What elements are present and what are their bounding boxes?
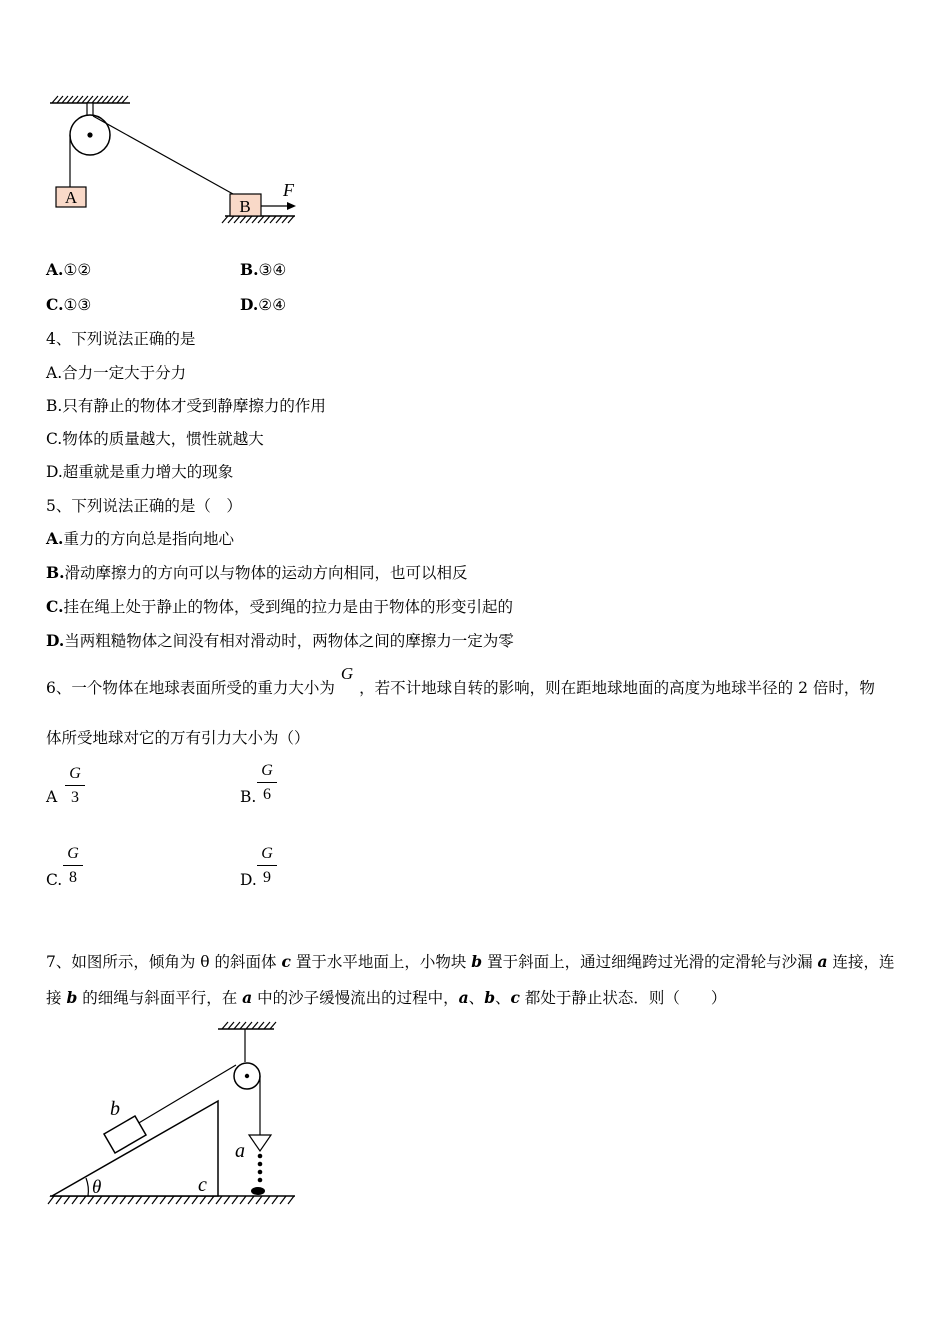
- q5-option-d-letter: D.: [46, 631, 65, 650]
- q3-option-d-letter: D.: [240, 295, 259, 314]
- q5-option-b-text: 滑动摩擦力的方向可以与物体的运动方向相同，也可以相反: [64, 564, 468, 582]
- q3-option-a-text: ①②: [63, 261, 92, 279]
- q7-l2-s1: 、: [468, 989, 485, 1007]
- q7-l2-p1: 接: [46, 989, 67, 1007]
- q6-option-b-num: G: [261, 762, 273, 779]
- q4-option-b: B.只有静止的物体才受到静摩擦力的作用: [46, 397, 326, 415]
- q6-option-c-fraction: [62, 845, 84, 887]
- q4-stem: 4、下列说法正确的是: [46, 330, 196, 348]
- fig2-label-b: b: [110, 1098, 120, 1120]
- q4-option-a: A.合力一定大于分力: [46, 364, 187, 382]
- q6-option-a-den: 3: [71, 789, 79, 806]
- q5-option-a-text: 重力的方向总是指向地心: [63, 530, 234, 548]
- q5-option-c-letter: C.: [46, 597, 64, 616]
- q6-option-a-letter: A: [46, 788, 58, 806]
- q7-l2-p3: 中的沙子缓慢流出的过程中，: [252, 989, 459, 1007]
- q3-option-b: [240, 260, 286, 280]
- q6-option-d-fraction: [256, 845, 278, 887]
- q3-option-c: [46, 295, 91, 315]
- q7-l2-a: a: [242, 988, 253, 1007]
- q4-option-d: D.超重就是重力增大的现象: [46, 463, 234, 481]
- block-a-label: A: [64, 188, 78, 207]
- fraction-bar: [65, 785, 85, 786]
- force-label: F: [283, 180, 294, 200]
- q5-option-a: [46, 529, 234, 549]
- q7-l2-c2: c: [510, 988, 520, 1007]
- q7-l1-a: a: [817, 952, 828, 971]
- q7-l2-b2: b: [484, 988, 496, 1007]
- q5-option-a-letter: A.: [46, 529, 64, 548]
- q6-option-c-letter: C.: [46, 871, 63, 889]
- q6-symbol-g: G: [340, 664, 354, 683]
- q3-option-d-text: ②④: [258, 296, 287, 314]
- q7-l2-s2: 、: [495, 989, 511, 1007]
- q7-stem-line2: [46, 988, 726, 1008]
- q7-l1-p4: 连接，连: [827, 953, 895, 971]
- q6-stem-part1: 6、一个物体在地球表面所受的重力大小为: [46, 679, 335, 697]
- q6-option-b-den: 6: [263, 786, 271, 803]
- q6-option-d-den: 9: [263, 869, 271, 886]
- q3-option-d: [240, 295, 286, 315]
- block-b-label: B: [239, 197, 251, 216]
- q7-l2-p4: 都处于静止状态．则（ ）: [520, 989, 727, 1007]
- fig2-label-a: a: [235, 1140, 245, 1162]
- q6-option-c-den: 8: [69, 869, 77, 886]
- fraction-bar: [257, 865, 277, 866]
- q7-l2-b: b: [66, 988, 78, 1007]
- q7-l1-c: c: [281, 952, 291, 971]
- q6-option-d-letter: D.: [240, 871, 257, 889]
- q3-option-a-letter: A.: [46, 260, 64, 279]
- q6-option-a-num: G: [69, 765, 81, 782]
- q3-option-c-letter: C.: [46, 295, 64, 314]
- q3-option-b-text: ③④: [258, 261, 287, 279]
- q5-option-d-text: 当两粗糙物体之间没有相对滑动时，两物体之间的摩擦力一定为零: [64, 632, 514, 650]
- q7-stem-line1: [46, 952, 894, 972]
- q5-option-c-text: 挂在绳上处于静止的物体，受到绳的拉力是由于物体的形变引起的: [63, 598, 513, 616]
- fig2-label-c: c: [198, 1174, 207, 1196]
- q6-option-d-num: G: [261, 845, 273, 862]
- q6-option-b-fraction: [256, 762, 278, 804]
- q6-option-c-num: G: [67, 845, 79, 862]
- q5-option-c: [46, 597, 513, 617]
- q7-l2-a2: a: [458, 988, 469, 1007]
- q3-option-a: [46, 260, 91, 280]
- q5-stem: 5、下列说法正确的是（ ）: [46, 497, 242, 515]
- q3-option-c-text: ①③: [63, 296, 92, 314]
- q6-stem-line2: 体所受地球对它的万有引力大小为（）: [46, 729, 310, 747]
- fraction-bar: [257, 782, 277, 783]
- q7-l2-p2: 的细绳与斜面平行，在: [77, 989, 243, 1007]
- q7-l1-p2: 置于水平地面上，小物块: [290, 953, 472, 971]
- fraction-bar: [63, 865, 83, 866]
- q7-l1-p1: 7、如图所示，倾角为 θ 的斜面体: [46, 953, 282, 971]
- q7-l1-p3: 置于斜面上，通过细绳跨过光滑的定滑轮与沙漏: [482, 953, 818, 971]
- fig2-label-theta: θ: [92, 1177, 102, 1198]
- q5-option-b: [46, 563, 468, 583]
- q6-option-a-fraction: [64, 765, 86, 807]
- incline-figure-2: [40, 1015, 310, 1215]
- q6-stem-part2: ，若不计地球自转的影响，则在距地球地面的高度为地球半径的 2 倍时，物: [359, 679, 875, 697]
- q6-option-b-letter: B.: [240, 788, 257, 806]
- q3-option-b-letter: B.: [240, 260, 259, 279]
- q7-l1-b: b: [471, 952, 483, 971]
- q4-option-c: C.物体的质量越大，惯性就越大: [46, 430, 264, 448]
- q6-stem-line1: [46, 664, 875, 698]
- pulley-figure-1: [40, 92, 310, 232]
- q5-option-b-letter: B.: [46, 563, 65, 582]
- q5-option-d: [46, 631, 514, 651]
